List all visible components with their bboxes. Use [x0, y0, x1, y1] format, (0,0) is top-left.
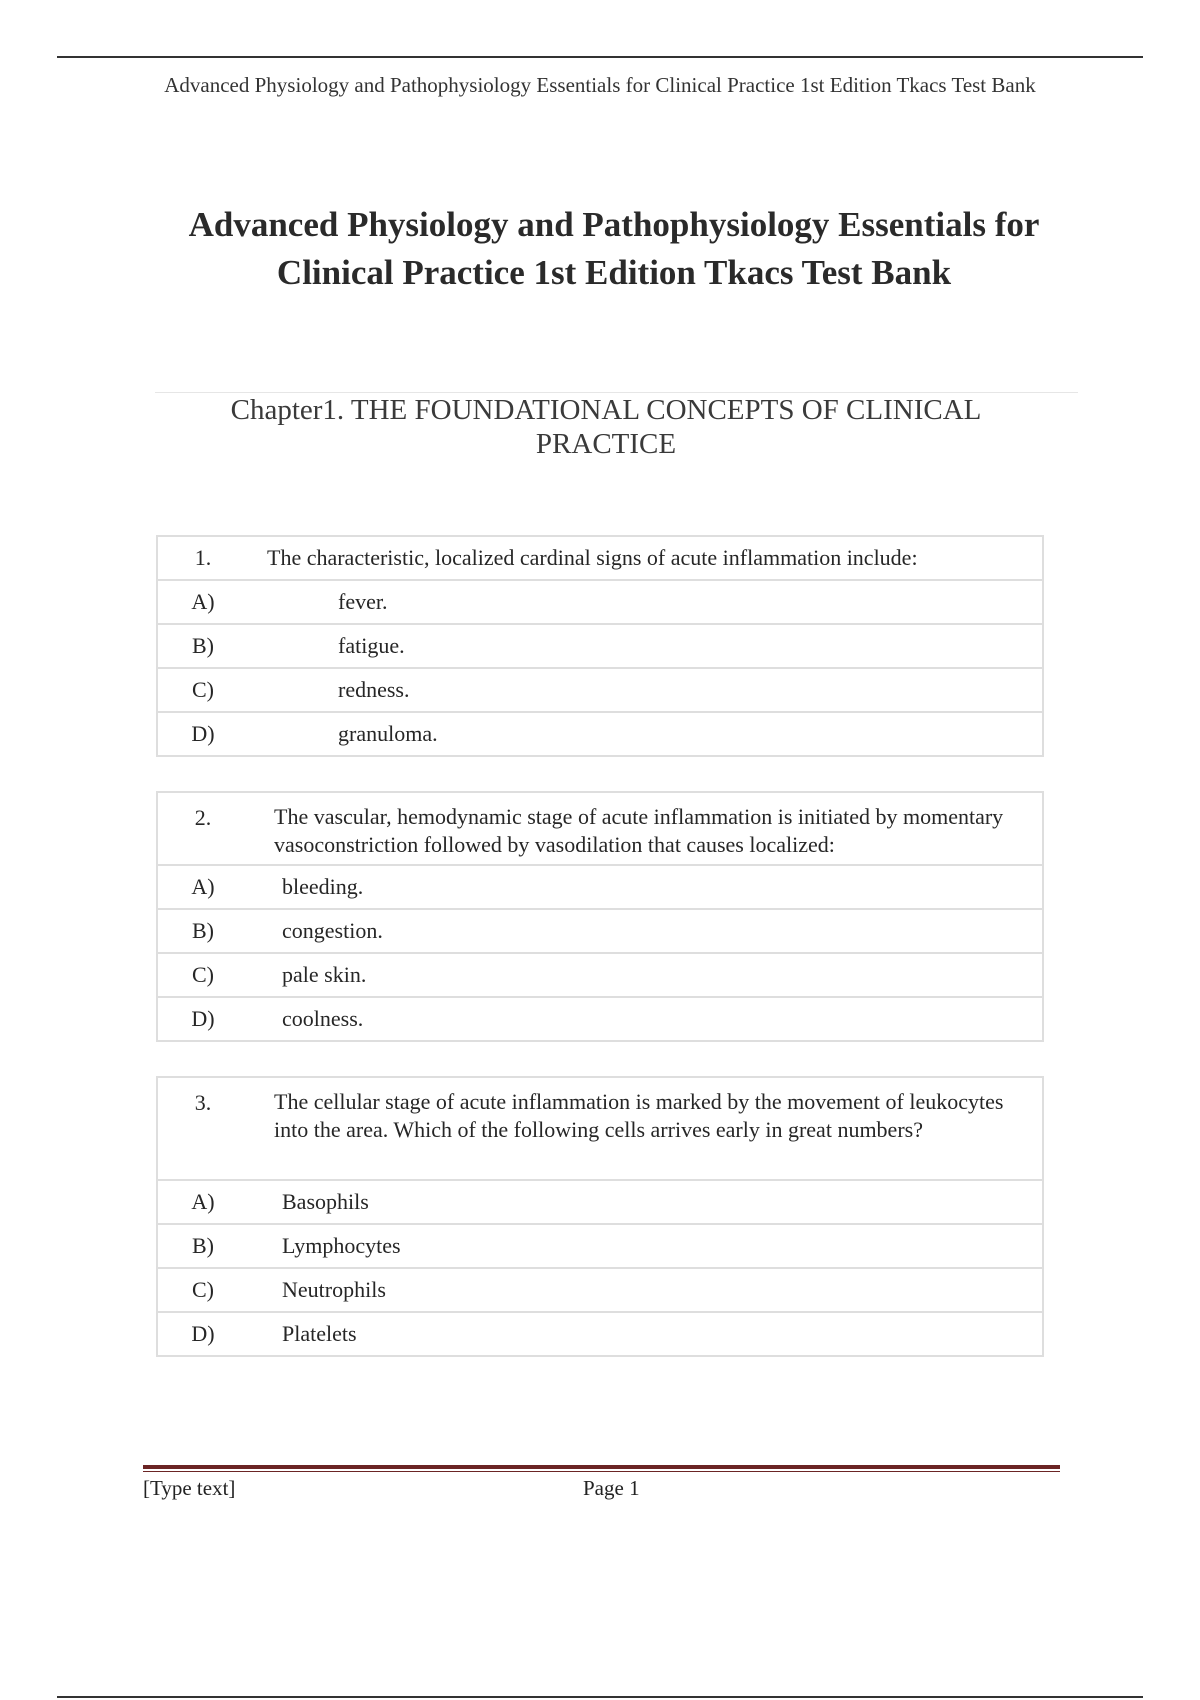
question-stem: The vascular, hemodynamic stage of acute inflammation is initiated by momentary vasoconstriction followed by vasodilation that causes localized: [274, 804, 1004, 857]
option-row [157, 1180, 1043, 1224]
page-number: Page 1 [583, 1476, 640, 1500]
question-row [157, 536, 1043, 580]
option-row [157, 1268, 1043, 1312]
option-letter: C) [157, 1268, 248, 1312]
option-text: coolness. [248, 997, 1043, 1041]
question-number: 1. [194, 545, 212, 570]
option-row [157, 580, 1043, 624]
option-row [157, 865, 1043, 909]
option-row [157, 712, 1043, 756]
question-stem: The characteristic, localized cardinal signs of acute inflammation include: [267, 545, 918, 570]
option-letter: C) [157, 953, 248, 997]
option-letter: C) [157, 668, 248, 712]
running-header: Advanced Physiology and Pathophysiology Essentials for Clinical Practice 1st Edition Tkacs Test Bank [164, 73, 1036, 97]
option-row [157, 624, 1043, 668]
option-text: redness. [248, 668, 1043, 712]
chapter-title: Chapter1. THE FOUNDATIONAL CONCEPTS OF CLINICAL PRACTICE [230, 394, 982, 460]
option-letter: A) [157, 580, 248, 624]
option-row [157, 953, 1043, 997]
option-letter: B) [157, 909, 248, 953]
document-title: Advanced Physiology and Pathophysiology Essentials for Clinical Practice 1st Edition Tkacs Test Bank [188, 205, 1040, 292]
option-row [157, 668, 1043, 712]
option-letter: A) [157, 865, 248, 909]
option-text: congestion. [248, 909, 1043, 953]
option-text: Lymphocytes [248, 1224, 1043, 1268]
option-text: granuloma. [248, 712, 1043, 756]
question-row [157, 1077, 1043, 1180]
question-table-1 [156, 535, 1044, 757]
question-table-3 [156, 1076, 1044, 1357]
option-text: pale skin. [248, 953, 1043, 997]
option-text: fever. [248, 580, 1043, 624]
option-row [157, 1224, 1043, 1268]
option-row [157, 997, 1043, 1041]
page-top-rule [57, 56, 1143, 58]
page-bottom-rule [57, 1696, 1143, 1698]
option-letter: D) [157, 1312, 248, 1356]
option-letter: D) [157, 997, 248, 1041]
option-letter: A) [157, 1180, 248, 1224]
option-text: fatigue. [248, 624, 1043, 668]
option-row [157, 909, 1043, 953]
footer-rule-thick [143, 1465, 1060, 1469]
footer-placeholder-text: [Type text] [143, 1476, 236, 1500]
question-table-2 [156, 791, 1044, 1042]
question-number: 2. [194, 805, 212, 830]
option-text: bleeding. [248, 865, 1043, 909]
option-letter: B) [157, 624, 248, 668]
option-letter: B) [157, 1224, 248, 1268]
question-number: 3. [194, 1090, 212, 1115]
footer-rule-thin [143, 1471, 1060, 1472]
option-text: Neutrophils [248, 1268, 1043, 1312]
option-text: Platelets [248, 1312, 1043, 1356]
option-letter: D) [157, 712, 248, 756]
question-row [157, 792, 1043, 865]
option-text: Basophils [248, 1180, 1043, 1224]
question-stem: The cellular stage of acute inflammation is marked by the movement of leukocytes into the area. Which of the following cells arrives early in great numbers? [274, 1089, 1004, 1142]
option-row [157, 1312, 1043, 1356]
